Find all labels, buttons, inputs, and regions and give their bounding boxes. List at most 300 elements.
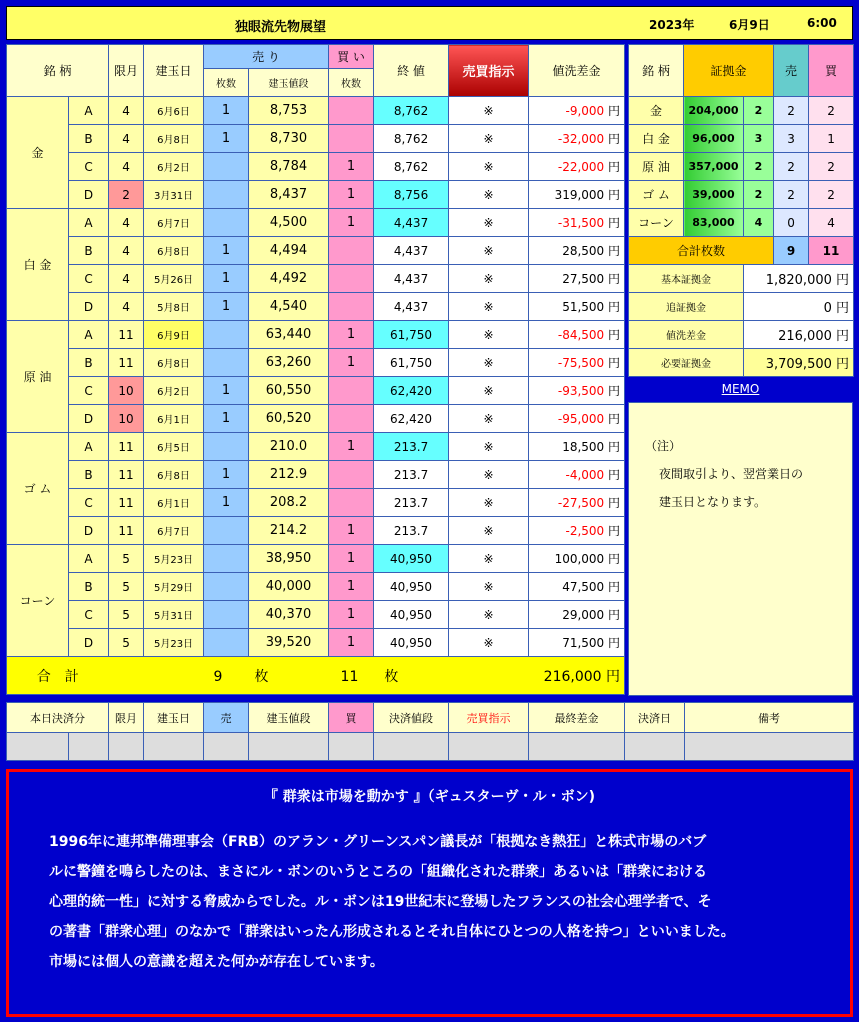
diff-cell (529, 377, 625, 405)
close-cell: 61,750 (374, 349, 449, 377)
diff-cell (529, 461, 625, 489)
settlement-empty-cell[interactable] (144, 733, 204, 761)
close-cell: 4,437 (374, 237, 449, 265)
table-row (7, 629, 625, 657)
contract-id: C (69, 377, 109, 405)
margin-row (629, 209, 854, 237)
quote-line: 心理的統一性」に対する脅威からでした。ル・ボンは19世紀末に登場したフランスの社会心理学者で、そ (49, 894, 712, 910)
contract-id: A (69, 545, 109, 573)
margin-amount: 357,000 (684, 153, 744, 181)
diff-cell (529, 601, 625, 629)
close-cell: 40,950 (374, 629, 449, 657)
settlement-header: 最終差金 (529, 703, 625, 733)
diff-value: -93,500 (557, 384, 605, 398)
settlement-header-row (7, 703, 854, 733)
sell-qty-cell (204, 433, 249, 461)
diff-value: -31,500 (557, 216, 605, 230)
month-cell: 5 (109, 601, 144, 629)
margin-row (629, 97, 854, 125)
summary-value: 0 円 (744, 293, 854, 321)
yen-unit: 円 (608, 188, 621, 202)
signal-cell[interactable]: ※ (449, 181, 529, 209)
margin-brand: ゴ ム (629, 181, 684, 209)
margin-buy: 1 (809, 125, 854, 153)
margin-brand: 白 金 (629, 125, 684, 153)
buy-qty-cell: 1 (329, 517, 374, 545)
signal-cell[interactable]: ※ (449, 97, 529, 125)
margin-brand: コーン (629, 209, 684, 237)
margin-amount: 83,000 (684, 209, 744, 237)
open-date-cell: 6月1日 (144, 405, 204, 433)
contract-id: B (69, 349, 109, 377)
sell-qty-cell: 1 (204, 461, 249, 489)
buy-qty-cell: 1 (329, 573, 374, 601)
quote-box (6, 769, 853, 1017)
table-row (7, 237, 625, 265)
open-price-cell: 8,753 (249, 97, 329, 125)
buy-qty-cell (329, 405, 374, 433)
margin-sell: 2 (774, 153, 809, 181)
diff-cell (529, 97, 625, 125)
total-lots-buy: 11 (809, 237, 854, 265)
buy-qty-cell: 1 (329, 545, 374, 573)
table-row (7, 517, 625, 545)
month-cell: 4 (109, 153, 144, 181)
month-header: 限月 (109, 45, 144, 97)
signal-cell[interactable]: ※ (449, 433, 529, 461)
month-cell: 2 (109, 181, 144, 209)
margin-brand-header: 銘 柄 (629, 45, 684, 97)
header-year: 2023年 (649, 18, 695, 32)
sell-header: 売 り (204, 45, 329, 69)
open-price-cell: 4,500 (249, 209, 329, 237)
settlement-header: 決済日 (625, 703, 685, 733)
signal-cell[interactable]: ※ (449, 209, 529, 237)
open-date-cell: 5月31日 (144, 601, 204, 629)
settlement-empty-cell[interactable] (685, 733, 854, 761)
diff-cell (529, 153, 625, 181)
margin-sell: 3 (774, 125, 809, 153)
signal-cell[interactable]: ※ (449, 405, 529, 433)
memo-link[interactable]: MEMO (628, 378, 853, 400)
margin-sell: 0 (774, 209, 809, 237)
buy-qty-cell (329, 125, 374, 153)
margin-buy-header: 買 (809, 45, 854, 97)
month-cell: 10 (109, 377, 144, 405)
diff-cell (529, 321, 625, 349)
settlement-header: 売買指示 (449, 703, 529, 733)
diff-cell (529, 237, 625, 265)
table-row (7, 489, 625, 517)
signal-cell[interactable]: ※ (449, 461, 529, 489)
total-lots-label: 合計枚数 (629, 237, 774, 265)
month-cell: 5 (109, 629, 144, 657)
diff-value: -4,000 (565, 468, 605, 482)
open-date-cell: 6月6日 (144, 97, 204, 125)
open-date-cell: 6月7日 (144, 209, 204, 237)
contract-id: D (69, 293, 109, 321)
buy-qty-cell (329, 293, 374, 321)
header-time: 6:00 (807, 16, 837, 30)
table-row (7, 265, 625, 293)
settlement-header: 限月 (109, 703, 144, 733)
yen-unit: 円 (608, 244, 621, 258)
close-cell: 62,420 (374, 405, 449, 433)
close-cell: 40,950 (374, 573, 449, 601)
buy-header-a (329, 45, 374, 69)
signal-cell[interactable]: ※ (449, 153, 529, 181)
signal-cell[interactable]: ※ (449, 293, 529, 321)
table-row (7, 349, 625, 377)
diff-cell (529, 181, 625, 209)
open-price-header: 建玉値段 (249, 69, 329, 97)
settlement-empty-cell[interactable] (625, 733, 685, 761)
signal-cell[interactable]: ※ (449, 601, 529, 629)
diff-cell (529, 545, 625, 573)
open-price-cell: 40,000 (249, 573, 329, 601)
signal-cell[interactable]: ※ (449, 265, 529, 293)
open-price-cell: 214.2 (249, 517, 329, 545)
open-price-cell: 210.0 (249, 433, 329, 461)
yen-unit: 円 (608, 328, 621, 342)
table-row (7, 181, 625, 209)
open-price-cell: 39,520 (249, 629, 329, 657)
signal-cell[interactable]: ※ (449, 321, 529, 349)
contract-id: C (69, 153, 109, 181)
buy-qty-cell: 1 (329, 433, 374, 461)
yen-unit: 円 (608, 440, 621, 454)
buy-qty-cell (329, 237, 374, 265)
summary-row (629, 349, 854, 377)
contract-id: A (69, 433, 109, 461)
diff-value: 29,000 (562, 608, 605, 622)
month-cell: 4 (109, 125, 144, 153)
table-row (7, 377, 625, 405)
yen-unit: 円 (608, 132, 621, 146)
signal-cell[interactable]: ※ (449, 237, 529, 265)
table-row (7, 209, 625, 237)
open-price-cell: 8,730 (249, 125, 329, 153)
contract-id: A (69, 97, 109, 125)
diff-cell (529, 209, 625, 237)
diff-value: 51,500 (562, 300, 605, 314)
yen-unit: 円 (608, 272, 621, 286)
open-price-cell: 40,370 (249, 601, 329, 629)
open-price-cell: 63,440 (249, 321, 329, 349)
table-row (7, 573, 625, 601)
sell-qty-header: 枚数 (204, 69, 249, 97)
sell-qty-cell: 1 (204, 97, 249, 125)
buy-qty-cell: 1 (329, 601, 374, 629)
diff-cell (529, 349, 625, 377)
settlement-header: 決済値段 (374, 703, 449, 733)
yen-unit: 円 (608, 636, 621, 650)
settlement-empty-cell[interactable] (329, 733, 374, 761)
quote-line: の著書「群衆心理」のなかで「群衆はいったん形成されるとそれ自体にひとつの人格を持つ」といいました。 (49, 924, 735, 940)
open-price-cell: 60,550 (249, 377, 329, 405)
sell-qty-cell (204, 517, 249, 545)
table-row (7, 293, 625, 321)
open-date-cell: 6月7日 (144, 517, 204, 545)
diff-value: -84,500 (557, 328, 605, 342)
close-cell: 213.7 (374, 433, 449, 461)
yen-unit: 円 (608, 580, 621, 594)
summary-row (629, 321, 854, 349)
open-date-cell: 6月8日 (144, 237, 204, 265)
total-row (7, 657, 625, 695)
summary-label: 基本証拠金 (629, 265, 744, 293)
summary-row (629, 265, 854, 293)
close-cell: 4,437 (374, 265, 449, 293)
margin-lots: 2 (744, 181, 774, 209)
margin-lots: 2 (744, 97, 774, 125)
open-price-cell: 4,540 (249, 293, 329, 321)
sell-qty-cell (204, 545, 249, 573)
diff-cell (529, 629, 625, 657)
total-yen: 円 (606, 668, 621, 685)
diff-cell (529, 125, 625, 153)
yen-unit: 円 (608, 468, 621, 482)
sell-qty-cell: 1 (204, 405, 249, 433)
table-row (7, 153, 625, 181)
close-header: 終 値 (374, 45, 449, 97)
month-cell: 11 (109, 433, 144, 461)
total-buy-unit: 枚 (384, 668, 399, 685)
quote-line: ルに警鐘を鳴らしたのは、まさにル・ボンのいうところの「組織化された群衆」あるいは「群衆における (49, 864, 707, 880)
diff-cell (529, 433, 625, 461)
diff-value: 18,500 (562, 440, 605, 454)
month-cell: 11 (109, 321, 144, 349)
settlement-empty-cell[interactable] (69, 733, 109, 761)
brand-cell: 金 (7, 97, 69, 209)
settlement-header: 売 (204, 703, 249, 733)
month-cell: 4 (109, 265, 144, 293)
sell-qty-cell: 1 (204, 377, 249, 405)
buy-qty-cell: 1 (329, 349, 374, 377)
signal-cell[interactable]: ※ (449, 125, 529, 153)
month-cell: 4 (109, 293, 144, 321)
table-row (7, 601, 625, 629)
yen-unit: 円 (608, 300, 621, 314)
buy-qty-header: 枚数 (329, 69, 374, 97)
open-date-cell: 6月8日 (144, 461, 204, 489)
contract-id: A (69, 209, 109, 237)
summary-row (629, 293, 854, 321)
yen-unit: 円 (608, 356, 621, 370)
margin-brand: 原 油 (629, 153, 684, 181)
margin-lots: 3 (744, 125, 774, 153)
settlement-header: 本日決済分 (7, 703, 109, 733)
contract-id: C (69, 489, 109, 517)
summary-value: 3,709,500 円 (744, 349, 854, 377)
yen-unit: 円 (608, 216, 621, 230)
month-cell: 4 (109, 97, 144, 125)
signal-cell[interactable]: ※ (449, 349, 529, 377)
month-cell: 11 (109, 517, 144, 545)
margin-sell-header: 売 (774, 45, 809, 97)
settlement-table (6, 702, 854, 761)
diff-value: 319,000 (554, 188, 605, 202)
diff-value: 71,500 (562, 636, 605, 650)
contract-id: D (69, 629, 109, 657)
close-cell: 40,950 (374, 601, 449, 629)
settlement-empty-cell[interactable] (374, 733, 449, 761)
settlement-header: 買 (329, 703, 374, 733)
buy-qty-cell: 1 (329, 209, 374, 237)
diff-cell (529, 489, 625, 517)
month-cell: 11 (109, 349, 144, 377)
signal-cell[interactable]: ※ (449, 489, 529, 517)
table-row (7, 405, 625, 433)
month-cell: 5 (109, 573, 144, 601)
table-row (7, 97, 625, 125)
title-bar (6, 6, 853, 40)
settlement-header: 建玉値段 (249, 703, 329, 733)
table-row (7, 461, 625, 489)
yen-unit: 円 (608, 608, 621, 622)
open-date-header: 建玉日 (144, 45, 204, 97)
diff-cell (529, 517, 625, 545)
brand-cell: 白 金 (7, 209, 69, 321)
quote-line: 1996年に連邦準備理事会（FRB）のアラン・グリーンスパン議長が「根拠なき熱狂」と株式市場のバブ (49, 834, 707, 850)
quote-line: 市場には個人の意識を超えた何かが存在しています。 (49, 954, 384, 970)
margin-brand: 金 (629, 97, 684, 125)
open-date-cell: 5月8日 (144, 293, 204, 321)
contract-id: B (69, 237, 109, 265)
sell-qty-cell (204, 209, 249, 237)
close-cell: 61,750 (374, 321, 449, 349)
open-date-cell: 6月2日 (144, 153, 204, 181)
total-buy: 11 (340, 668, 359, 685)
signal-header[interactable]: 売買指示 (449, 45, 529, 97)
table-row (7, 321, 625, 349)
margin-amount: 204,000 (684, 97, 744, 125)
open-price-cell: 212.9 (249, 461, 329, 489)
diff-cell (529, 265, 625, 293)
contract-id: D (69, 181, 109, 209)
yen-unit: 円 (608, 552, 621, 566)
margin-sell: 2 (774, 181, 809, 209)
margin-buy: 2 (809, 181, 854, 209)
settlement-empty-row (7, 733, 854, 761)
diff-header: 値洗差金 (529, 45, 625, 97)
contract-id: B (69, 461, 109, 489)
diff-cell (529, 405, 625, 433)
open-price-cell: 4,494 (249, 237, 329, 265)
signal-cell[interactable]: ※ (449, 517, 529, 545)
close-cell: 40,950 (374, 545, 449, 573)
total-label: 合 計 (7, 657, 109, 695)
sell-qty-cell: 1 (204, 125, 249, 153)
open-date-cell: 6月9日 (144, 321, 204, 349)
summary-label: 追証拠金 (629, 293, 744, 321)
settlement-header: 建玉日 (144, 703, 204, 733)
memo-line-1: （注） (645, 439, 682, 453)
signal-cell[interactable]: ※ (449, 545, 529, 573)
month-cell: 4 (109, 209, 144, 237)
settlement-empty-cell[interactable] (529, 733, 625, 761)
contract-id: D (69, 405, 109, 433)
brand-cell: コーン (7, 545, 69, 657)
margin-buy: 2 (809, 153, 854, 181)
margin-table (628, 44, 854, 377)
sell-qty-cell (204, 573, 249, 601)
open-date-cell: 5月26日 (144, 265, 204, 293)
sell-qty-cell (204, 153, 249, 181)
diff-value: 27,500 (562, 272, 605, 286)
diff-value: -9,000 (565, 104, 605, 118)
table-row (7, 433, 625, 461)
buy-qty-cell (329, 461, 374, 489)
total-sell-cell (204, 657, 329, 695)
diff-value: -2,500 (565, 524, 605, 538)
signal-cell[interactable]: ※ (449, 377, 529, 405)
memo-line-2: 夜間取引より、翌営業日の (659, 467, 804, 481)
yen-unit: 円 (608, 104, 621, 118)
contract-id: B (69, 573, 109, 601)
margin-row (629, 153, 854, 181)
settlement-empty-cell[interactable] (7, 733, 69, 761)
margin-buy: 2 (809, 97, 854, 125)
settlement-empty-cell[interactable] (449, 733, 529, 761)
close-cell: 8,762 (374, 153, 449, 181)
sell-qty-cell (204, 181, 249, 209)
margin-buy: 4 (809, 209, 854, 237)
sell-qty-cell (204, 601, 249, 629)
open-date-cell: 5月23日 (144, 629, 204, 657)
open-price-cell: 8,437 (249, 181, 329, 209)
signal-cell[interactable]: ※ (449, 573, 529, 601)
open-price-cell: 63,260 (249, 349, 329, 377)
month-cell: 4 (109, 237, 144, 265)
month-cell: 11 (109, 489, 144, 517)
open-date-cell: 6月2日 (144, 377, 204, 405)
buy-qty-cell (329, 489, 374, 517)
close-cell: 62,420 (374, 377, 449, 405)
close-cell: 213.7 (374, 461, 449, 489)
margin-lots: 4 (744, 209, 774, 237)
signal-cell[interactable]: ※ (449, 629, 529, 657)
sell-qty-cell: 1 (204, 265, 249, 293)
buy-qty-cell (329, 377, 374, 405)
sell-qty-cell: 1 (204, 293, 249, 321)
diff-cell (529, 573, 625, 601)
buy-qty-cell: 1 (329, 321, 374, 349)
sell-qty-cell (204, 629, 249, 657)
table-row (7, 545, 625, 573)
diff-value: 28,500 (562, 244, 605, 258)
open-date-cell: 6月5日 (144, 433, 204, 461)
diff-cell (529, 293, 625, 321)
memo-panel (628, 402, 853, 696)
diff-value: -22,000 (557, 160, 605, 174)
brand-cell: ゴ ム (7, 433, 69, 545)
settlement-empty-cell[interactable] (109, 733, 144, 761)
month-cell: 11 (109, 461, 144, 489)
diff-value: -75,500 (557, 356, 605, 370)
open-date-cell: 5月29日 (144, 573, 204, 601)
settlement-empty-cell[interactable] (249, 733, 329, 761)
brand-header: 銘 柄 (7, 45, 109, 97)
contract-id: D (69, 517, 109, 545)
settlement-empty-cell[interactable] (204, 733, 249, 761)
positions-table (6, 44, 625, 695)
open-date-cell: 3月31日 (144, 181, 204, 209)
close-cell: 8,762 (374, 125, 449, 153)
diff-value: 100,000 (554, 552, 605, 566)
buy-header: 買 い (337, 50, 365, 64)
margin-header: 証拠金 (684, 45, 774, 97)
